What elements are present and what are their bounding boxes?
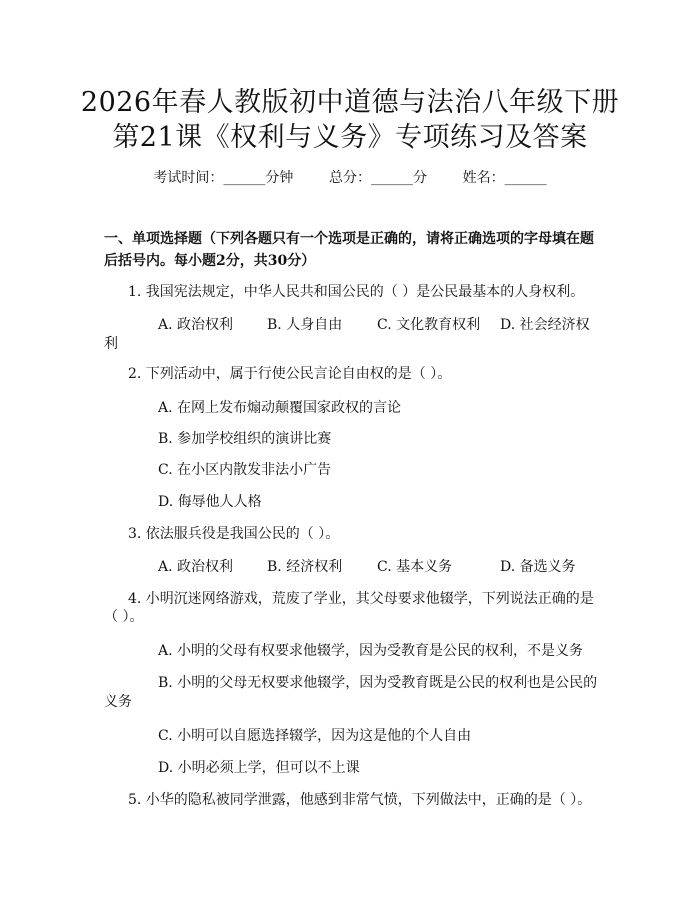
question-1-option-d: D. 社会经济权 bbox=[500, 317, 590, 333]
question-1-stem: 1. 我国宪法规定，中华人民共和国公民的（ ）是公民最基本的人身权利。 bbox=[128, 284, 585, 300]
question-5-stem: 5. 小华的隐私被同学泄露，他感到非常气愤，下列做法中，正确的是（ ）。 bbox=[128, 792, 592, 808]
document-title-line2: 第21课《权利与义务》专项练习及答案 bbox=[112, 122, 588, 153]
question-4-option-c: C. 小明可以自愿选择辍学，因为这是他的个人自由 bbox=[158, 728, 472, 744]
question-3-option-c: C. 基本义务 bbox=[377, 559, 453, 575]
question-4-option-b: B. 小明的父母无权要求他辍学，因为受教育既是公民的权利也是公民的 bbox=[158, 675, 598, 691]
question-1-options bbox=[158, 315, 590, 335]
question-4-option-a: A. 小明的父母有权要求他辍学，因为受教育是公民的权利，不是义务 bbox=[158, 643, 584, 659]
document-title-line1: 2026年春人教版初中道德与法治八年级下册 bbox=[80, 87, 620, 118]
question-1-option-a: A. 政治权利 bbox=[158, 317, 234, 333]
question-4-stem: 4. 小明沉迷网络游戏，荒废了学业，其父母要求他辍学，下列说法正确的是 bbox=[128, 591, 594, 607]
question-3-option-a: A. 政治权利 bbox=[158, 559, 234, 575]
exam-info bbox=[0, 168, 700, 188]
question-1-option-c: C. 文化教育权利 bbox=[377, 317, 481, 333]
total-score-field: 总分：______分 bbox=[329, 170, 427, 186]
question-2-option-a: A. 在网上发布煽动颠覆国家政权的言论 bbox=[158, 400, 402, 416]
question-2-option-b: B. 参加学校组织的演讲比赛 bbox=[158, 431, 332, 447]
exam-time-field: 考试时间：______分钟 bbox=[153, 170, 294, 186]
question-3-option-b: B. 经济权利 bbox=[267, 559, 343, 575]
section-heading: 一、单项选择题（下列各题只有一个选项是正确的，请将正确选项的字母填在题后括号内。每小题2分，共30分） bbox=[104, 231, 594, 269]
question-2-option-d: D. 侮辱他人人格 bbox=[158, 494, 262, 510]
question-4-stem-wrap: （ ）。 bbox=[104, 609, 144, 625]
question-1-option-b: B. 人身自由 bbox=[267, 317, 343, 333]
question-2-stem: 2. 下列活动中，属于行使公民言论自由权的是（ ）。 bbox=[128, 366, 452, 382]
question-2-option-c: C. 在小区内散发非法小广告 bbox=[158, 462, 332, 478]
question-3-options bbox=[158, 557, 576, 577]
question-4-option-b-wrap: 义务 bbox=[104, 694, 132, 710]
question-3-option-d: D. 备选义务 bbox=[500, 559, 576, 575]
question-4-option-d: D. 小明必须上学，但可以不上课 bbox=[158, 760, 360, 776]
question-1-option-d-wrap: 利 bbox=[104, 336, 118, 352]
question-3-stem: 3. 依法服兵役是我国公民的（ ）。 bbox=[128, 526, 340, 542]
student-name-field: 姓名：______ bbox=[462, 170, 547, 186]
